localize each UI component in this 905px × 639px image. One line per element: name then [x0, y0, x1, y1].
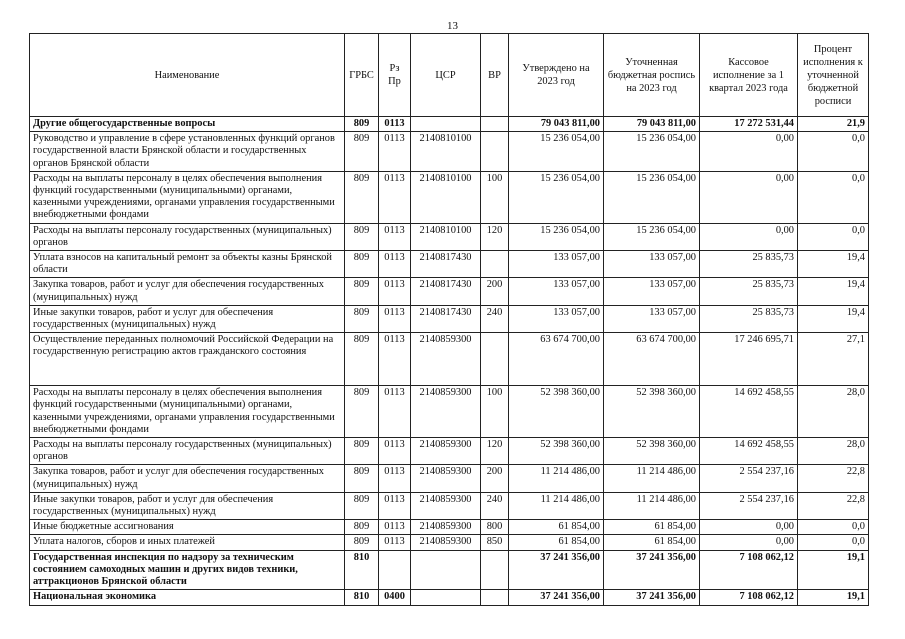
budget-execution-table: [29, 33, 869, 606]
cell-rzpr: 0113: [379, 171, 411, 223]
cell-grbs: 809: [345, 492, 379, 519]
cell-rzpr: 0113: [379, 223, 411, 250]
cell-percent: 19,1: [798, 590, 869, 605]
cell-name: Национальная экономика: [30, 590, 345, 605]
cell-refined: 37 241 356,00: [604, 590, 700, 605]
cell-cash-execution: 2 554 237,16: [700, 465, 798, 492]
cell-name: Иные бюджетные ассигнования: [30, 520, 345, 535]
cell-vr: 120: [481, 438, 509, 465]
cell-name: Закупка товаров, работ и услуг для обеспечения государственных (муниципальных) нужд: [30, 465, 345, 492]
cell-refined: 63 674 700,00: [604, 333, 700, 386]
cell-grbs: 809: [345, 535, 379, 550]
table-row: [30, 492, 869, 519]
cell-refined: 52 398 360,00: [604, 386, 700, 438]
cell-cash-execution: 17 246 695,71: [700, 333, 798, 386]
cell-grbs: 809: [345, 386, 379, 438]
cell-vr: 100: [481, 171, 509, 223]
cell-approved: 61 854,00: [509, 535, 604, 550]
table-row: [30, 333, 869, 386]
cell-percent: 19,4: [798, 278, 869, 305]
cell-vr: 240: [481, 492, 509, 519]
cell-rzpr: 0113: [379, 465, 411, 492]
cell-grbs: 809: [345, 438, 379, 465]
cell-csr: 2140817430: [411, 251, 481, 278]
cell-csr: 2140859300: [411, 465, 481, 492]
cell-approved: 133 057,00: [509, 278, 604, 305]
cell-name: Расходы на выплаты персоналу в целях обеспечения выполнения функций государственными (муниципальными) органами, казенными учреждениями, органами управления государственными внебюджетными фондами: [30, 171, 345, 223]
cell-refined: 11 214 486,00: [604, 492, 700, 519]
cell-vr: 200: [481, 278, 509, 305]
cell-percent: 28,0: [798, 386, 869, 438]
cell-csr: 2140810100: [411, 223, 481, 250]
cell-csr: 2140859300: [411, 333, 481, 386]
cell-vr: [481, 117, 509, 132]
cell-cash-execution: 2 554 237,16: [700, 492, 798, 519]
cell-percent: 0,0: [798, 171, 869, 223]
cell-cash-execution: 14 692 458,55: [700, 438, 798, 465]
table-body: [30, 117, 869, 606]
cell-csr: 2140810100: [411, 171, 481, 223]
table-row: [30, 438, 869, 465]
table-row: [30, 465, 869, 492]
cell-rzpr: 0113: [379, 278, 411, 305]
cell-cash-execution: 0,00: [700, 535, 798, 550]
cell-vr: [481, 590, 509, 605]
cell-cash-execution: 7 108 062,12: [700, 590, 798, 605]
cell-rzpr: [379, 550, 411, 590]
cell-percent: 0,0: [798, 223, 869, 250]
cell-approved: 52 398 360,00: [509, 438, 604, 465]
cell-name: Иные закупки товаров, работ и услуг для обеспечения государственных (муниципальных) нужд: [30, 492, 345, 519]
cell-csr: [411, 590, 481, 605]
table-row: [30, 132, 869, 172]
cell-cash-execution: 7 108 062,12: [700, 550, 798, 590]
cell-csr: 2140810100: [411, 132, 481, 172]
cell-grbs: 809: [345, 171, 379, 223]
table-row: [30, 520, 869, 535]
cell-cash-execution: 0,00: [700, 132, 798, 172]
header-percent: Процент исполнения к уточненной бюджетной росписи: [798, 34, 869, 117]
cell-csr: 2140859300: [411, 492, 481, 519]
cell-percent: 22,8: [798, 492, 869, 519]
cell-name: Руководство и управление в сфере установленных функций органов государственной власти Брянской области и государственных органов Брянской области: [30, 132, 345, 172]
table-row: [30, 550, 869, 590]
cell-grbs: 809: [345, 520, 379, 535]
cell-rzpr: 0113: [379, 438, 411, 465]
cell-vr: [481, 333, 509, 386]
cell-approved: 133 057,00: [509, 305, 604, 332]
cell-cash-execution: 17 272 531,44: [700, 117, 798, 132]
cell-grbs: 809: [345, 465, 379, 492]
cell-vr: 850: [481, 535, 509, 550]
cell-approved: 11 214 486,00: [509, 465, 604, 492]
cell-approved: 15 236 054,00: [509, 171, 604, 223]
cell-csr: [411, 117, 481, 132]
cell-grbs: 810: [345, 550, 379, 590]
cell-grbs: 809: [345, 223, 379, 250]
cell-percent: 0,0: [798, 535, 869, 550]
cell-approved: 63 674 700,00: [509, 333, 604, 386]
cell-grbs: 809: [345, 278, 379, 305]
cell-vr: 120: [481, 223, 509, 250]
cell-cash-execution: 0,00: [700, 171, 798, 223]
page-number: 13: [447, 20, 458, 32]
cell-refined: 15 236 054,00: [604, 132, 700, 172]
cell-cash-execution: 0,00: [700, 520, 798, 535]
cell-percent: 0,0: [798, 520, 869, 535]
cell-csr: 2140817430: [411, 278, 481, 305]
cell-name: Уплата взносов на капитальный ремонт за объекты казны Брянской области: [30, 251, 345, 278]
cell-name: Осуществление переданных полномочий Российской Федерации на государственную регистрацию актов гражданского состояния: [30, 333, 345, 386]
cell-rzpr: 0113: [379, 305, 411, 332]
cell-csr: 2140817430: [411, 305, 481, 332]
cell-vr: [481, 550, 509, 590]
cell-vr: [481, 132, 509, 172]
cell-csr: [411, 550, 481, 590]
cell-refined: 37 241 356,00: [604, 550, 700, 590]
cell-approved: 52 398 360,00: [509, 386, 604, 438]
cell-percent: 27,1: [798, 333, 869, 386]
cell-refined: 15 236 054,00: [604, 171, 700, 223]
table-row: [30, 251, 869, 278]
cell-name: Государственная инспекция по надзору за техническим состоянием самоходных машин и других видов техники, аттракционов Брянской области: [30, 550, 345, 590]
table-row: [30, 278, 869, 305]
cell-name: Расходы на выплаты персоналу государственных (муниципальных) органов: [30, 438, 345, 465]
header-row: [30, 34, 869, 117]
cell-approved: 133 057,00: [509, 251, 604, 278]
cell-csr: 2140859300: [411, 520, 481, 535]
cell-refined: 133 057,00: [604, 251, 700, 278]
header-cash-execution: Кассовое исполнение за 1 квартал 2023 года: [700, 34, 798, 117]
cell-name: Иные закупки товаров, работ и услуг для обеспечения государственных (муниципальных) нужд: [30, 305, 345, 332]
cell-cash-execution: 14 692 458,55: [700, 386, 798, 438]
cell-percent: 19,4: [798, 305, 869, 332]
table-row: [30, 590, 869, 605]
cell-refined: 133 057,00: [604, 305, 700, 332]
cell-percent: 19,4: [798, 251, 869, 278]
cell-vr: 100: [481, 386, 509, 438]
table-row: [30, 223, 869, 250]
cell-rzpr: 0113: [379, 333, 411, 386]
cell-approved: 61 854,00: [509, 520, 604, 535]
cell-grbs: 809: [345, 305, 379, 332]
cell-csr: 2140859300: [411, 386, 481, 438]
header-vr: ВР: [481, 34, 509, 117]
cell-grbs: 810: [345, 590, 379, 605]
cell-name: Уплата налогов, сборов и иных платежей: [30, 535, 345, 550]
cell-csr: 2140859300: [411, 438, 481, 465]
cell-refined: 133 057,00: [604, 278, 700, 305]
cell-approved: 11 214 486,00: [509, 492, 604, 519]
cell-refined: 79 043 811,00: [604, 117, 700, 132]
cell-rzpr: 0113: [379, 117, 411, 132]
cell-cash-execution: 25 835,73: [700, 278, 798, 305]
header-name: Наименование: [30, 34, 345, 117]
cell-grbs: 809: [345, 333, 379, 386]
cell-approved: 15 236 054,00: [509, 132, 604, 172]
cell-rzpr: 0113: [379, 251, 411, 278]
cell-name: Закупка товаров, работ и услуг для обеспечения государственных (муниципальных) нужд: [30, 278, 345, 305]
cell-percent: 28,0: [798, 438, 869, 465]
header-approved: Утверждено на 2023 год: [509, 34, 604, 117]
cell-percent: 19,1: [798, 550, 869, 590]
table-row: [30, 171, 869, 223]
cell-rzpr: 0113: [379, 132, 411, 172]
cell-refined: 52 398 360,00: [604, 438, 700, 465]
header-csr: ЦСР: [411, 34, 481, 117]
cell-vr: 200: [481, 465, 509, 492]
cell-approved: 15 236 054,00: [509, 223, 604, 250]
cell-cash-execution: 25 835,73: [700, 251, 798, 278]
cell-rzpr: 0113: [379, 535, 411, 550]
cell-csr: 2140859300: [411, 535, 481, 550]
cell-cash-execution: 0,00: [700, 223, 798, 250]
header-grbs: ГРБС: [345, 34, 379, 117]
header-refined: Уточненная бюджетная роспись на 2023 год: [604, 34, 700, 117]
cell-rzpr: 0400: [379, 590, 411, 605]
cell-approved: 37 241 356,00: [509, 590, 604, 605]
cell-grbs: 809: [345, 132, 379, 172]
cell-vr: 800: [481, 520, 509, 535]
cell-vr: [481, 251, 509, 278]
cell-percent: 0,0: [798, 132, 869, 172]
cell-rzpr: 0113: [379, 520, 411, 535]
cell-grbs: 809: [345, 251, 379, 278]
cell-name: Расходы на выплаты персоналу в целях обеспечения выполнения функций государственными (муниципальными) органами, казенными учреждениями, органами управления государственными внебюджетными фондами: [30, 386, 345, 438]
cell-percent: 21,9: [798, 117, 869, 132]
cell-name: Расходы на выплаты персоналу государственных (муниципальных) органов: [30, 223, 345, 250]
header-rzpr: Рз Пр: [379, 34, 411, 117]
cell-name: Другие общегосударственные вопросы: [30, 117, 345, 132]
cell-approved: 79 043 811,00: [509, 117, 604, 132]
table-row: [30, 305, 869, 332]
cell-grbs: 809: [345, 117, 379, 132]
cell-refined: 11 214 486,00: [604, 465, 700, 492]
cell-refined: 61 854,00: [604, 520, 700, 535]
cell-vr: 240: [481, 305, 509, 332]
cell-refined: 15 236 054,00: [604, 223, 700, 250]
table-row: [30, 535, 869, 550]
cell-percent: 22,8: [798, 465, 869, 492]
table-row: [30, 117, 869, 132]
cell-rzpr: 0113: [379, 492, 411, 519]
cell-refined: 61 854,00: [604, 535, 700, 550]
cell-approved: 37 241 356,00: [509, 550, 604, 590]
cell-rzpr: 0113: [379, 386, 411, 438]
cell-cash-execution: 25 835,73: [700, 305, 798, 332]
table-row: [30, 386, 869, 438]
